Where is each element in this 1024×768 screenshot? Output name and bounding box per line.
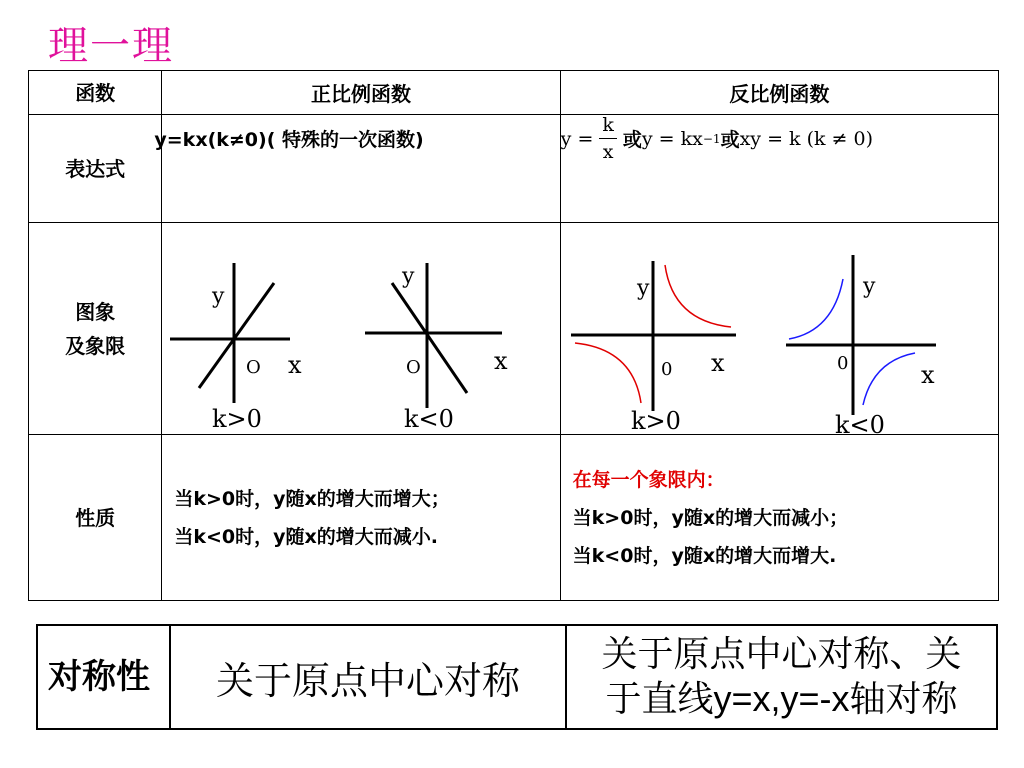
y-axis-label: y xyxy=(636,276,650,301)
inverse-property-note: 在每一个象限内： xyxy=(572,468,725,491)
proportional-property-1: 当k>0时，y随x的增大而增大； xyxy=(174,487,450,510)
header-row xyxy=(29,71,999,115)
expression-row xyxy=(29,115,999,223)
header-inverse: 反比例函数 xyxy=(560,71,998,115)
inverse-expression-cell xyxy=(560,115,998,223)
proportional-expression: y=kx(k≠0)( 特殊的一次函数) xyxy=(154,129,424,151)
symmetry-inverse xyxy=(566,625,997,729)
graph-inverse-k-positive xyxy=(571,261,736,435)
graph-proportional-k-positive xyxy=(170,263,302,433)
origin-label: O xyxy=(406,357,422,378)
hyperbola-branch-q4 xyxy=(863,353,915,405)
row-label-graph-line1: 图象 xyxy=(75,299,116,324)
hyperbola-branch-q2 xyxy=(789,279,843,339)
symmetry-inverse-equations: y=x,y=-x xyxy=(713,677,850,719)
y-axis-label: y xyxy=(402,264,415,289)
or-word-2: 或 xyxy=(720,129,740,151)
inverse-graph-cell xyxy=(560,223,998,439)
or-word-1: 或 xyxy=(622,129,642,151)
inverse-graphs xyxy=(561,223,999,439)
origin-label: 0 xyxy=(836,353,849,374)
header-proportional: 正比例函数 xyxy=(162,71,560,115)
x-axis-label: x xyxy=(920,361,935,389)
x-axis-label: x xyxy=(710,349,725,377)
row-label-graph xyxy=(29,223,162,435)
symmetry-label: 对称性 xyxy=(37,625,170,729)
fraction-denominator: x xyxy=(602,141,614,163)
hyperbola-branch-q3 xyxy=(575,343,641,403)
function-comparison-table xyxy=(28,70,999,601)
origin-label: O xyxy=(246,357,262,378)
line-k-negative xyxy=(392,283,467,393)
inverse-properties-cell xyxy=(560,435,998,601)
inverse-exponent: −1 xyxy=(702,131,721,146)
k-positive-label: k>0 xyxy=(630,407,681,435)
x-axis-label: x xyxy=(288,351,302,379)
properties-row xyxy=(29,435,999,601)
k-negative-label: k<0 xyxy=(834,411,885,439)
inverse-property-1: 当k>0时，y随x的增大而减小； xyxy=(572,506,849,529)
y-axis-label: y xyxy=(862,274,876,299)
symmetry-inverse-suffix: 轴对称 xyxy=(849,678,958,720)
k-negative-label: k<0 xyxy=(404,405,455,433)
proportional-graphs xyxy=(162,223,560,435)
graph-proportional-k-negative xyxy=(365,263,508,433)
line-k-positive xyxy=(199,283,274,388)
fraction-k-over-x xyxy=(599,112,617,165)
inverse-property-2: 当k<0时，y随x的增大而增大. xyxy=(572,544,837,567)
graph-row xyxy=(29,223,999,435)
k-positive-label: k>0 xyxy=(212,405,263,433)
inverse-form-2: y = kx xyxy=(641,127,703,150)
proportional-properties-cell xyxy=(162,435,560,601)
header-function: 函数 xyxy=(29,71,162,115)
inverse-form-3: xy = k (k ≠ 0) xyxy=(739,127,874,150)
x-axis-label: x xyxy=(494,347,508,375)
proportional-expression-cell xyxy=(154,115,560,223)
page-title: 理一理 xyxy=(48,23,174,69)
y-axis-label: y xyxy=(212,284,225,309)
hyperbola-branch-q1 xyxy=(665,265,731,327)
row-label-expression: 表达式 xyxy=(29,115,162,223)
symmetry-table xyxy=(36,624,998,730)
inverse-expression xyxy=(561,112,998,165)
symmetry-inverse-line2 xyxy=(568,677,995,722)
inverse-y-equals: y = xyxy=(560,127,594,150)
symmetry-inverse-line1: 关于原点中心对称、关 xyxy=(601,633,962,675)
proportional-graph-cell xyxy=(162,223,560,435)
symmetry-inverse-prefix: 于直线 xyxy=(605,678,714,720)
fraction-numerator: k xyxy=(599,112,617,139)
row-label-graph-line2: 及象限 xyxy=(65,333,126,358)
graph-inverse-k-negative xyxy=(786,255,936,439)
symmetry-row xyxy=(37,625,997,729)
row-label-properties: 性质 xyxy=(29,435,162,601)
origin-label: 0 xyxy=(660,359,673,380)
symmetry-proportional: 关于原点中心对称 xyxy=(170,625,566,729)
proportional-property-2: 当k<0时，y随x的增大而减小. xyxy=(174,525,439,548)
